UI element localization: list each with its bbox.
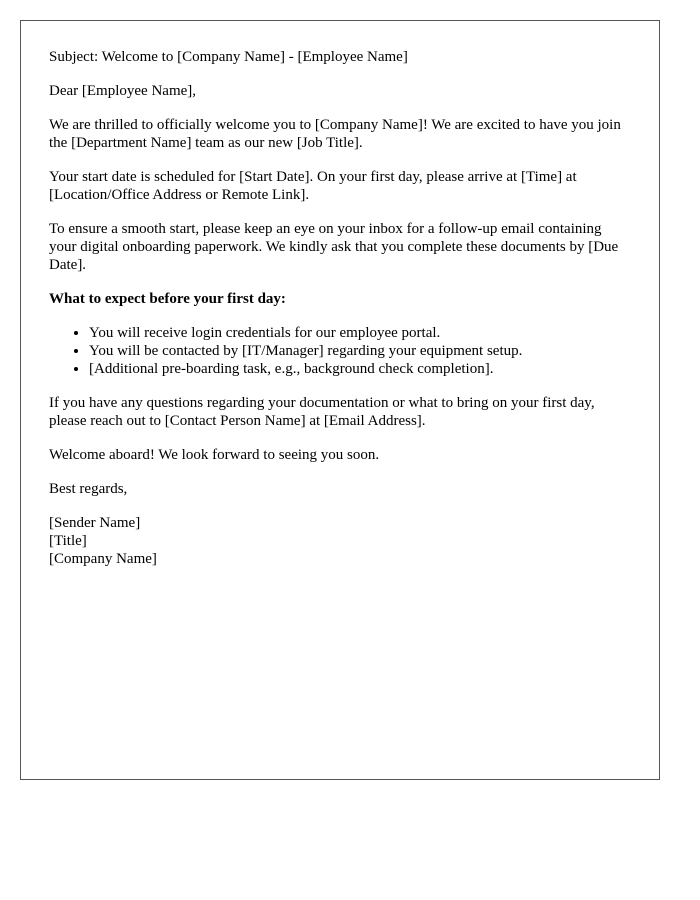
questions-paragraph: If you have any questions regarding your documentation or what to bring on your first day, please reach out to [Contact Person Name] at [Email Address]. <box>49 395 595 429</box>
start-date-paragraph: Your start date is scheduled for [Start Date]. On your first day, please arrive at [Time] at [Location/Office Address or Remote Link]. <box>49 169 577 203</box>
list-item: • You will be contacted by [IT/Manager] regarding your equipment setup. <box>89 342 631 360</box>
expect-list <box>49 324 631 378</box>
sign-off: Best regards, <box>49 481 128 497</box>
list-item: • You will receive login credentials for our employee portal. <box>89 324 631 342</box>
signature-block <box>49 514 631 568</box>
salutation: Dear [Employee Name], <box>49 83 197 99</box>
welcome-paragraph: We are thrilled to officially welcome you to [Company Name]! We are excited to have you join the [Department Name] team as our new [Job Title]. <box>49 117 621 151</box>
expect-heading: What to expect before your first day: <box>49 291 286 307</box>
closing-line: Welcome aboard! We look forward to seeing you soon. <box>49 447 380 463</box>
sender-name: [Sender Name] <box>49 515 141 531</box>
subject-line: Subject: Welcome to [Company Name] - [Employee Name] <box>49 49 408 65</box>
sender-company: [Company Name] <box>49 551 157 567</box>
letter-document <box>20 20 660 780</box>
list-item: • [Additional pre-boarding task, e.g., background check completion]. <box>89 360 631 378</box>
sender-title: [Title] <box>49 533 87 549</box>
paperwork-paragraph: To ensure a smooth start, please keep an eye on your inbox for a follow-up email containing your digital onboarding paperwork. We kindly ask that you complete these documents by [Due Date]. <box>49 221 619 273</box>
